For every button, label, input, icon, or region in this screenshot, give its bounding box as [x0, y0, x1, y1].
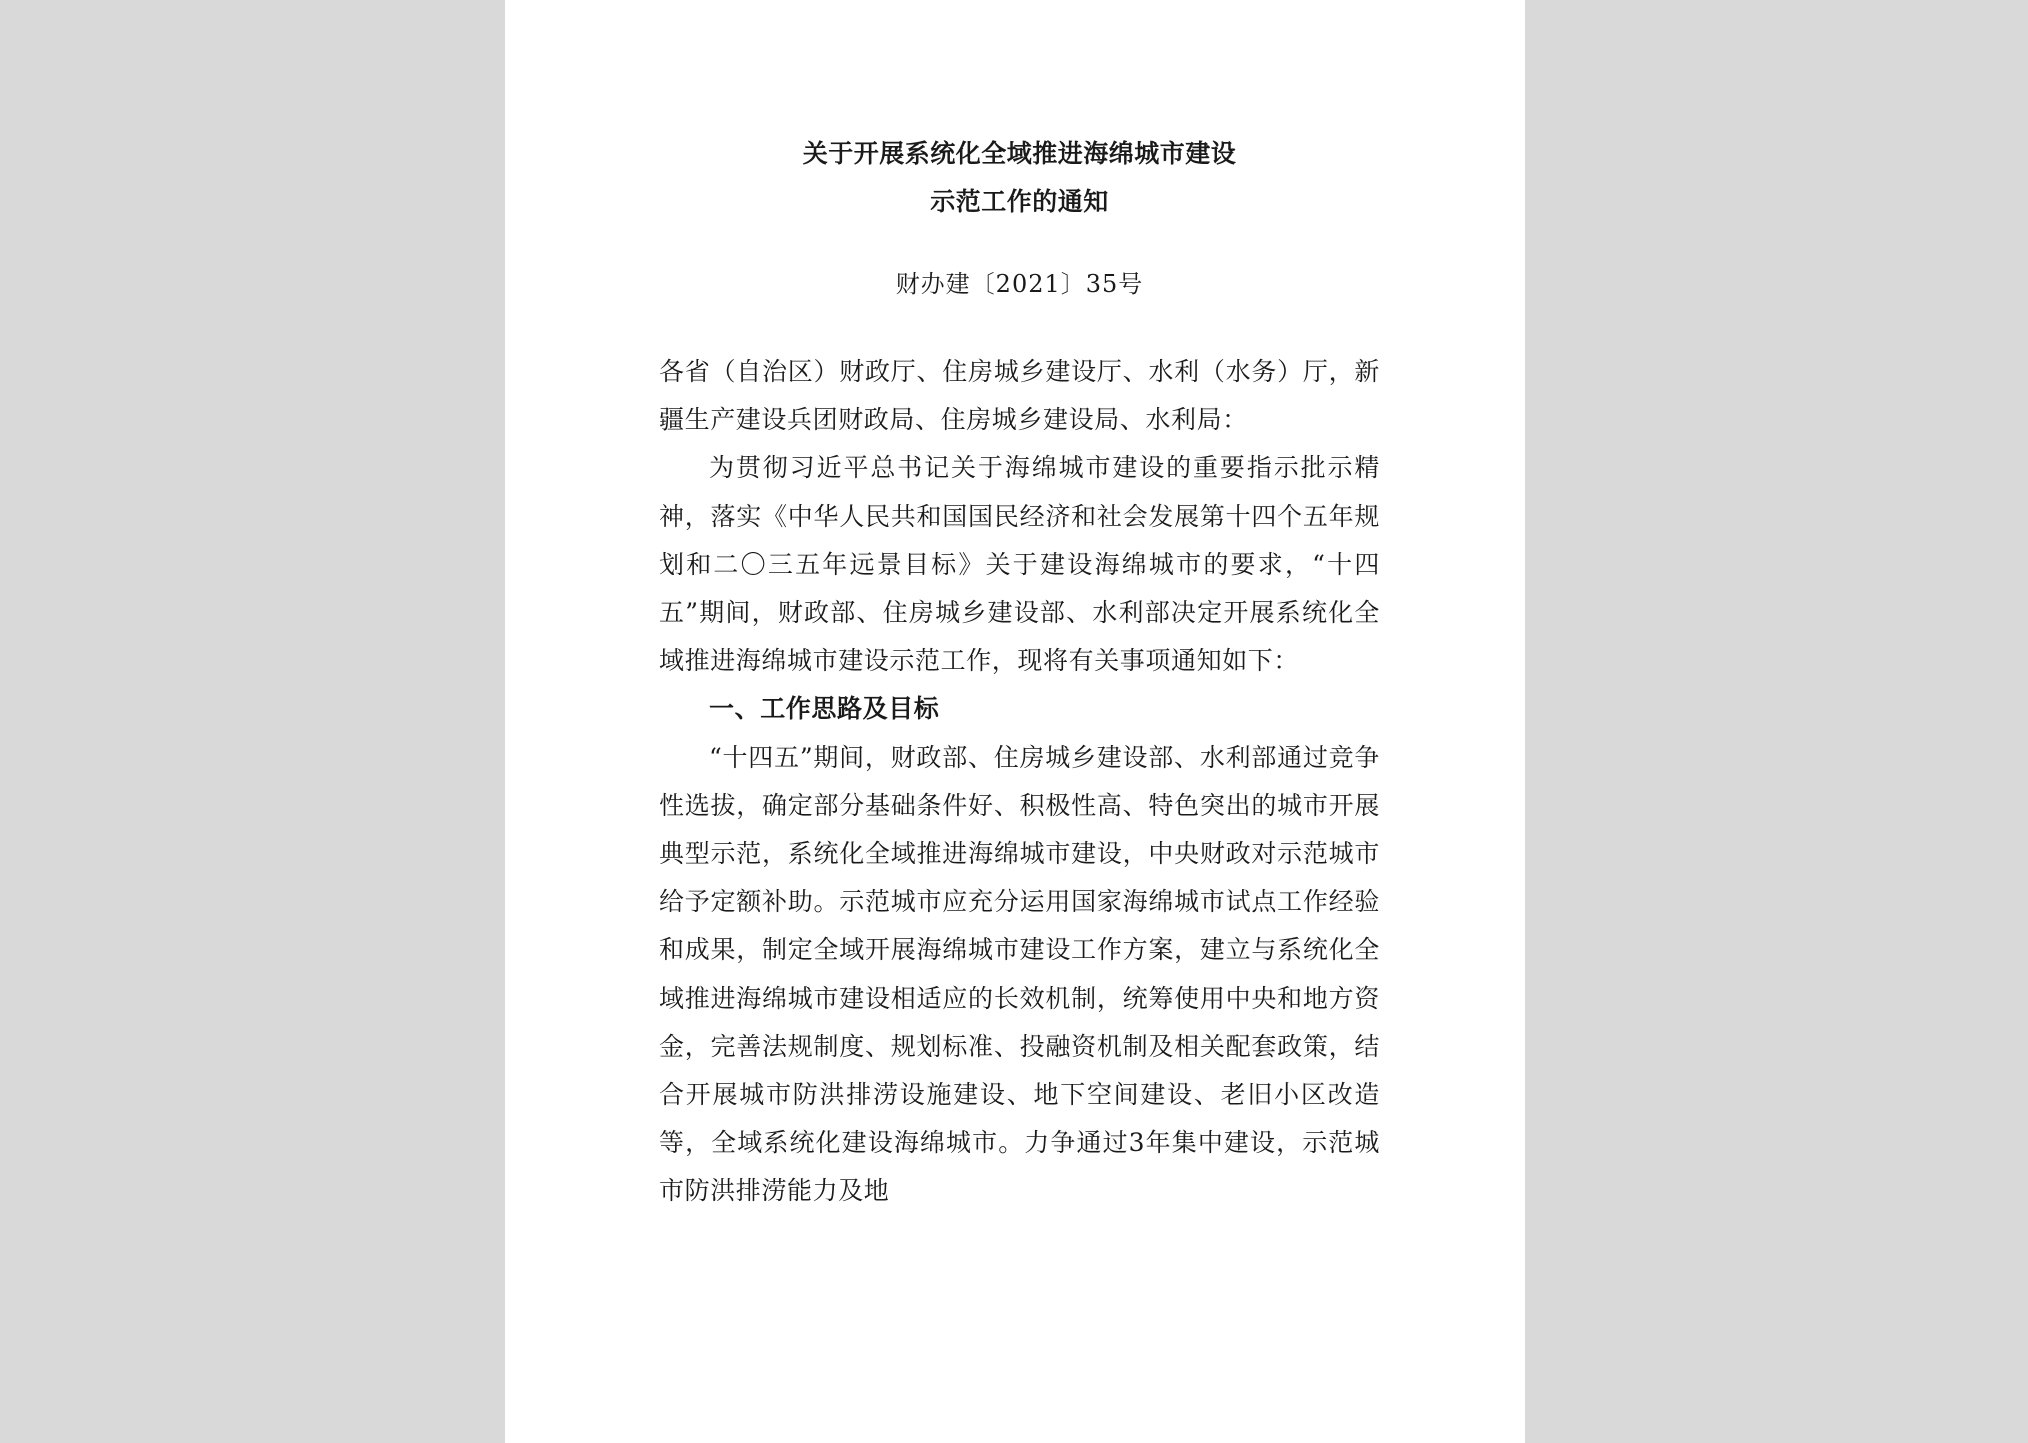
- addressee-paragraph: 各省（自治区）财政厅、住房城乡建设厅、水利（水务）厅，新疆生产建设兵团财政局、住房城乡建设局、水利局：: [659, 357, 1380, 435]
- document-number: 财办建〔2021〕35号: [895, 270, 1144, 298]
- document-title: [659, 130, 1380, 226]
- document-body: [659, 348, 1380, 1216]
- section-heading: 一、工作思路及目标: [709, 694, 940, 724]
- document-content: [659, 130, 1380, 1216]
- intro-paragraph: 为贯彻习近平总书记关于海绵城市建设的重要指示批示精神，落实《中华人民共和国国民经济和社会发展第十四个五年规划和二〇三五年远景目标》关于建设海绵城市的要求，“十四五”期间，财政部、住房城乡建设部、水利部决定开展系统化全域推进海绵城市建设示范工作，现将有关事项通知如下：: [659, 453, 1380, 676]
- title-line-2: 示范工作的通知: [930, 187, 1109, 216]
- title-line-1: 关于开展系统化全域推进海绵城市建设: [802, 139, 1237, 168]
- section-paragraph: “十四五”期间，财政部、住房城乡建设部、水利部通过竞争性选拔，确定部分基础条件好、积极性高、特色突出的城市开展典型示范，系统化全域推进海绵城市建设，中央财政对示范城市给予定额补助。示范城市应充分运用国家海绵城市试点工作经验和成果，制定全域开展海绵城市建设工作方案，建立与系统化全域推进海绵城市建设相适应的长效机制，统筹使用中央和地方资金，完善法规制度、规划标准、投融资机制及相关配套政策，结合开展城市防洪排涝设施建设、地下空间建设、老旧小区改造等，全域系统化建设海绵城市。力争通过3年集中建设，示范城市防洪排涝能力及地: [659, 742, 1380, 1206]
- document-page: [505, 0, 1525, 1443]
